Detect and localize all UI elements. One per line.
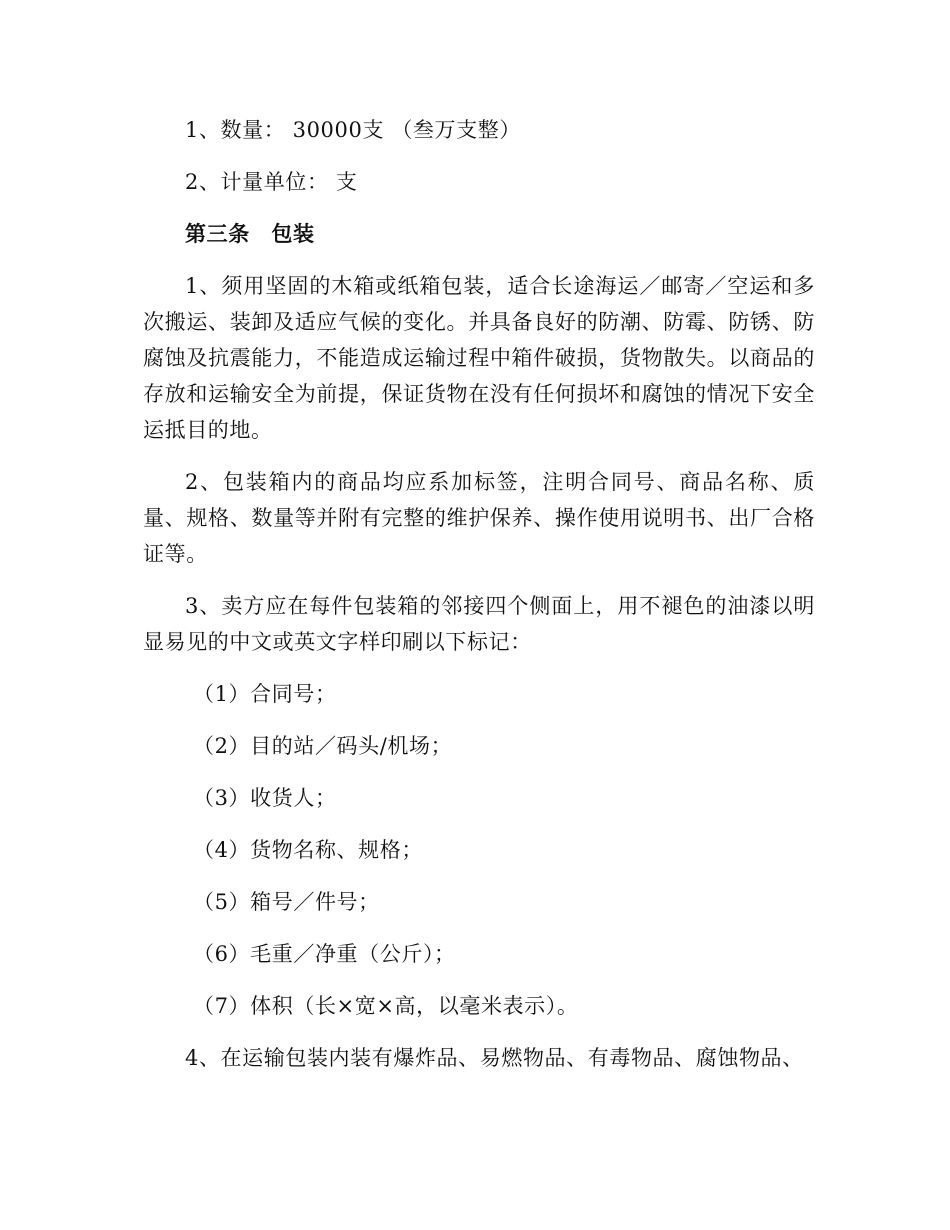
mark-item-7: （7）体积（长×宽×高，以毫米表示）。	[193, 994, 579, 1018]
section-heading: 第三条 包装	[185, 221, 315, 246]
unit-line: 2、计量单位： 支	[185, 170, 358, 194]
packaging-paragraph-3: 3、卖方应在每件包装箱的邻接四个侧面上，用不褪色的油漆以明显易见的中文或英文字样印刷以下标记：	[143, 594, 815, 654]
packaging-paragraph-1: 1、须用坚固的木箱或纸箱包装，适合长途海运／邮寄／空运和多次搬运、装卸及适应气候的变化。并具备良好的防潮、防霉、防锈、防腐蚀及抗震能力，不能造成运输过程中箱件破损，货物散失。以商品的存放和运输安全为前提，保证货物在没有任何损坏和腐蚀的情况下安全运抵目的地。	[143, 274, 815, 442]
packaging-paragraph-2: 2、包装箱内的商品均应系加标签，注明合同号、商品名称、质量、规格、数量等并附有完整的维护保养、操作使用说明书、出厂合格证等。	[143, 470, 815, 566]
mark-item-4: （4）货物名称、规格；	[193, 838, 423, 862]
mark-item-1: （1）合同号；	[193, 682, 337, 706]
quantity-line: 1、数量： 30000支 （叁万支整）	[185, 118, 521, 142]
mark-item-3: （3）收货人；	[193, 786, 337, 810]
document-body	[143, 112, 815, 1092]
mark-item-6: （6）毛重／净重（公斤）；	[193, 942, 456, 966]
mark-item-2: （2）目的站／码头/机场；	[193, 734, 453, 758]
mark-item-5: （5）箱号／件号；	[193, 890, 380, 914]
packaging-paragraph-4: 4、在运输包装内装有爆炸品、易燃物品、有毒物品、腐蚀物品、	[185, 1046, 804, 1070]
